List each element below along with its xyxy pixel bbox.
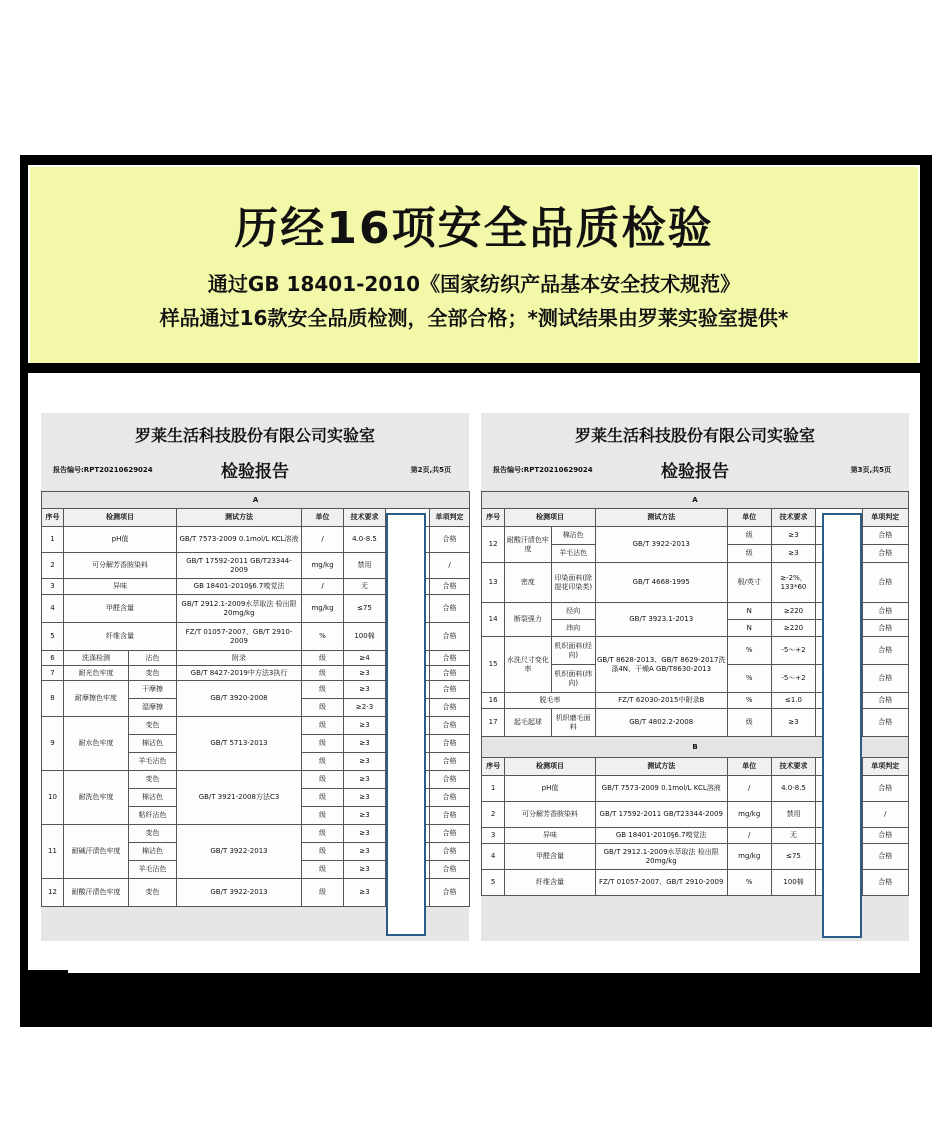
cell-requirement: ≥3 (344, 843, 386, 861)
cell-subitem: 经向 (551, 603, 595, 620)
cell-method: GB/T 7573-2009 0.1mol/L KCL溶液 (595, 776, 727, 802)
cell-method: GB/T 7573-2009 0.1mol/L KCL溶液 (177, 527, 302, 553)
cell-method: FZ/T 01057-2007、GB/T 2910-2009 (177, 623, 302, 651)
cell-item: 密度 (505, 563, 551, 603)
cell-no: 15 (482, 637, 505, 693)
cell-requirement: 4.0-8.5 (771, 776, 815, 802)
cell-unit: % (302, 623, 344, 651)
cell-unit: % (727, 693, 771, 709)
cell-no: 10 (42, 771, 64, 825)
cell-method: GB 18401-2010§6.7嗅觉法 (595, 828, 727, 844)
col-header-result: 单项判定 (430, 509, 470, 527)
cell-item: 耐酸汗渍色牢度 (64, 879, 129, 907)
cell-requirement: ≥3 (344, 753, 386, 771)
col-header-item: 检测项目 (505, 509, 596, 527)
cell-subitem: 羊毛沾色 (129, 753, 177, 771)
col-header-requirement: 技术要求 (771, 509, 815, 527)
section-label: A (482, 492, 909, 509)
cell-unit: N (727, 603, 771, 620)
redaction-box (386, 513, 426, 936)
banner-title: 历经16项安全品质检验 (234, 203, 714, 254)
cell-method: GB/T 17592-2011 GB/T23344-2009 (177, 553, 302, 579)
cell-item: 异味 (505, 828, 596, 844)
report-header (481, 413, 909, 491)
banner-divider (28, 363, 920, 373)
cell-requirement: ≥3 (344, 825, 386, 843)
cell-result: / (430, 553, 470, 579)
cell-requirement: -5～+2 (771, 637, 815, 665)
cell-no: 8 (42, 681, 64, 717)
cell-result: 合格 (430, 579, 470, 595)
cell-requirement: ≥3 (344, 717, 386, 735)
cell-requirement: ≥3 (771, 709, 815, 737)
cell-method: GB/T 2912.1-2009水萃取法 检出限20mg/kg (177, 595, 302, 623)
redaction-box (822, 513, 862, 938)
cell-requirement: ≥4 (344, 651, 386, 666)
cell-unit: 级 (302, 717, 344, 735)
cell-item: 异味 (64, 579, 177, 595)
lab-name: 罗莱生活科技股份有限公司实验室 (134, 426, 375, 445)
cell-unit: % (727, 665, 771, 693)
cell-unit: 级 (302, 681, 344, 699)
cell-item: 纤维含量 (505, 870, 596, 896)
cell-item: 可分解芳香胺染料 (64, 553, 177, 579)
cell-no: 2 (42, 553, 64, 579)
cell-no: 14 (482, 603, 505, 637)
cell-method: GB/T 8628-2013、GB/T 8629-2017洗涤4N、干燥A GB/T8630-2013 (595, 637, 727, 693)
cell-method: GB/T 3922-2013 (177, 879, 302, 907)
cell-no: 5 (482, 870, 505, 896)
cell-no: 7 (42, 666, 64, 681)
cell-unit: 级 (302, 861, 344, 879)
cell-item: 纤维含量 (64, 623, 177, 651)
cell-requirement: 无 (344, 579, 386, 595)
cell-unit: 级 (302, 771, 344, 789)
cell-unit: / (302, 527, 344, 553)
cell-result: 合格 (862, 545, 909, 563)
cell-requirement: 禁用 (771, 802, 815, 828)
cell-result: 合格 (430, 789, 470, 807)
cell-no: 4 (42, 595, 64, 623)
cell-result: 合格 (430, 807, 470, 825)
cell-requirement: ≥3 (344, 666, 386, 681)
banner-subtitle-2: 样品通过16款安全品质检测，全部合格；*测试结果由罗莱实验室提供* (159, 306, 789, 330)
section-label: B (482, 737, 909, 758)
cell-unit: mg/kg (727, 802, 771, 828)
cell-item: 耐洗色牢度 (64, 771, 129, 825)
cell-item: 断裂强力 (505, 603, 551, 637)
cell-item: 甲醛含量 (64, 595, 177, 623)
cell-no: 3 (482, 828, 505, 844)
cell-requirement: 无 (771, 828, 815, 844)
cell-unit: % (727, 870, 771, 896)
cell-result: 合格 (430, 753, 470, 771)
cell-result: 合格 (862, 709, 909, 737)
cell-unit: 级 (302, 699, 344, 717)
cell-result: 合格 (430, 735, 470, 753)
cell-method: GB/T 3922-2013 (177, 825, 302, 879)
cell-no: 6 (42, 651, 64, 666)
report-number: 报告编号:RPT20210629024 (53, 466, 153, 474)
cell-item: 可分解芳香胺染料 (505, 802, 596, 828)
cell-unit: 级 (302, 735, 344, 753)
cell-subitem: 变色 (129, 666, 177, 681)
cell-subitem: 印染面料(除提花印染类) (551, 563, 595, 603)
cell-requirement: -5～+2 (771, 665, 815, 693)
cell-no: 11 (42, 825, 64, 879)
cell-result: 合格 (862, 603, 909, 620)
cell-unit: 级 (302, 651, 344, 666)
col-header-item: 检测项目 (505, 758, 596, 776)
cell-requirement: ≥3 (344, 735, 386, 753)
cell-subitem: 湿摩擦 (129, 699, 177, 717)
cell-result: 合格 (862, 527, 909, 545)
cell-method: GB/T 4668-1995 (595, 563, 727, 603)
cell-no: 9 (42, 717, 64, 771)
cell-result: 合格 (862, 693, 909, 709)
lab-name: 罗莱生活科技股份有限公司实验室 (574, 426, 815, 445)
cell-requirement: ≥3 (344, 879, 386, 907)
col-header-item: 检测项目 (64, 509, 177, 527)
cell-item: 耐水色牢度 (64, 717, 129, 771)
cell-unit: 级 (302, 825, 344, 843)
cell-no: 13 (482, 563, 505, 603)
cell-result: 合格 (430, 527, 470, 553)
cell-method: GB/T 3921-2008方法C3 (177, 771, 302, 825)
col-header-unit: 单位 (727, 758, 771, 776)
cell-requirement: 禁用 (344, 553, 386, 579)
cell-requirement: 100棉 (344, 623, 386, 651)
cell-requirement: 100棉 (771, 870, 815, 896)
cell-item: 脱毛率 (505, 693, 596, 709)
cell-requirement: ≥3 (344, 771, 386, 789)
col-header-unit: 单位 (302, 509, 344, 527)
cell-unit: / (727, 828, 771, 844)
cell-method: GB/T 8427-2019中方法3执行 (177, 666, 302, 681)
cell-subitem: 机织面料(经向) (551, 637, 595, 665)
cell-requirement: ≥3 (344, 807, 386, 825)
cell-requirement: 4.0-8.5 (344, 527, 386, 553)
cell-item: 耐摩擦色牢度 (64, 681, 129, 717)
col-header-method: 测试方法 (595, 509, 727, 527)
cell-method: FZ/T 01057-2007、GB/T 2910-2009 (595, 870, 727, 896)
cell-subitem: 纬向 (551, 620, 595, 637)
cell-requirement: ≥3 (344, 681, 386, 699)
banner-subtitle-1: 通过GB 18401-2010《国家纺织产品基本安全技术规范》 (207, 272, 741, 296)
cell-unit: / (302, 579, 344, 595)
cell-result: 合格 (430, 699, 470, 717)
cell-method: 附录 (177, 651, 302, 666)
cell-result: 合格 (862, 828, 909, 844)
cell-requirement: ≥2-3 (344, 699, 386, 717)
cell-no: 3 (42, 579, 64, 595)
cell-requirement: ≥220 (771, 620, 815, 637)
cell-unit: 根/英寸 (727, 563, 771, 603)
cell-item: 耐酸汗渍色牢度 (505, 527, 551, 563)
cell-subitem: 干摩擦 (129, 681, 177, 699)
cell-subitem: 变色 (129, 825, 177, 843)
cell-no: 12 (482, 527, 505, 563)
cell-method: GB/T 5713-2013 (177, 717, 302, 771)
col-header-no: 序号 (482, 509, 505, 527)
cell-subitem: 棉沾色 (129, 843, 177, 861)
cell-result: 合格 (430, 623, 470, 651)
cell-subitem: 沾色 (129, 651, 177, 666)
cell-subitem: 羊毛沾色 (129, 861, 177, 879)
cell-unit: / (727, 776, 771, 802)
cell-result: 合格 (862, 563, 909, 603)
col-header-requirement: 技术要求 (771, 758, 815, 776)
report-title: 检验报告 (661, 462, 729, 482)
cell-method: GB/T 3920-2008 (177, 681, 302, 717)
cell-item: 洗涤检测 (64, 651, 129, 666)
cell-no: 1 (482, 776, 505, 802)
cell-subitem: 机织面料(纬向) (551, 665, 595, 693)
cell-subitem: 羊毛沾色 (551, 545, 595, 563)
cell-unit: 级 (727, 709, 771, 737)
cell-result: 合格 (430, 861, 470, 879)
cell-requirement: ≥3 (344, 861, 386, 879)
col-header-result: 单项判定 (862, 758, 909, 776)
report-page-3 (481, 413, 909, 941)
cell-unit: 级 (302, 843, 344, 861)
cell-method: GB/T 4802.2-2008 (595, 709, 727, 737)
page-number: 第3页,共5页 (850, 466, 891, 474)
col-header-requirement: 技术要求 (344, 509, 386, 527)
cell-subitem: 棉沾色 (129, 789, 177, 807)
cell-unit: 级 (727, 545, 771, 563)
cell-no: 12 (42, 879, 64, 907)
cell-result: 合格 (430, 666, 470, 681)
cell-unit: N (727, 620, 771, 637)
col-header-no: 序号 (482, 758, 505, 776)
report-page-2 (41, 413, 469, 941)
cell-unit: mg/kg (302, 553, 344, 579)
cell-subitem: 棉沾色 (129, 735, 177, 753)
cell-no: 4 (482, 844, 505, 870)
cell-requirement: ≤1.0 (771, 693, 815, 709)
cell-unit: 级 (302, 789, 344, 807)
col-header-result: 单项判定 (862, 509, 909, 527)
cell-subitem: 变色 (129, 771, 177, 789)
cell-method: GB 18401-2010§6.7嗅觉法 (177, 579, 302, 595)
cell-no: 1 (42, 527, 64, 553)
cell-subitem: 机织磨毛面料 (551, 709, 595, 737)
report-title: 检验报告 (221, 462, 289, 482)
cell-unit: 级 (727, 527, 771, 545)
cell-item: pH值 (64, 527, 177, 553)
cell-requirement: ≤75 (344, 595, 386, 623)
cell-method: GB/T 2912.1-2009水萃取法 检出限20mg/kg (595, 844, 727, 870)
cell-method: GB/T 3922-2013 (595, 527, 727, 563)
cell-subitem: 变色 (129, 879, 177, 907)
frame-corner-shadow (28, 970, 68, 1022)
cell-item: 起毛起球 (505, 709, 551, 737)
cell-item: pH值 (505, 776, 596, 802)
cell-result: 合格 (430, 843, 470, 861)
cell-requirement: ≥3 (344, 789, 386, 807)
cell-method: GB/T 17592-2011 GB/T23344-2009 (595, 802, 727, 828)
cell-no: 5 (42, 623, 64, 651)
cell-subitem: 棉沾色 (551, 527, 595, 545)
col-header-method: 测试方法 (177, 509, 302, 527)
section-label: A (42, 492, 470, 509)
cell-result: 合格 (430, 681, 470, 699)
cell-result: 合格 (430, 771, 470, 789)
cell-subitem: 变色 (129, 717, 177, 735)
cell-unit: 级 (302, 753, 344, 771)
cell-result: 合格 (862, 665, 909, 693)
col-header-method: 测试方法 (595, 758, 727, 776)
cell-unit: 级 (302, 807, 344, 825)
cell-method: FZ/T 62030-2015中附录B (595, 693, 727, 709)
cell-result: 合格 (430, 651, 470, 666)
cell-item: 水洗尺寸变化率 (505, 637, 551, 693)
cell-unit: mg/kg (302, 595, 344, 623)
cell-result: 合格 (862, 870, 909, 896)
cell-result: 合格 (862, 620, 909, 637)
cell-requirement: ≥220 (771, 603, 815, 620)
report-number: 报告编号:RPT20210629024 (493, 466, 593, 474)
cell-result: 合格 (862, 844, 909, 870)
cell-result: 合格 (430, 825, 470, 843)
cell-result: 合格 (430, 879, 470, 907)
page-number: 第2页,共5页 (410, 466, 451, 474)
cell-unit: mg/kg (727, 844, 771, 870)
cell-no: 16 (482, 693, 505, 709)
cell-item: 耐碱汗渍色牢度 (64, 825, 129, 879)
cell-item: 甲醛含量 (505, 844, 596, 870)
cell-requirement: ≤75 (771, 844, 815, 870)
cell-result: 合格 (430, 595, 470, 623)
cell-requirement: ≥3 (771, 527, 815, 545)
cell-result: 合格 (862, 776, 909, 802)
col-header-no: 序号 (42, 509, 64, 527)
cell-no: 2 (482, 802, 505, 828)
cell-unit: 级 (302, 879, 344, 907)
cell-no: 17 (482, 709, 505, 737)
cell-method: GB/T 3923.1-2013 (595, 603, 727, 637)
cell-result: / (862, 802, 909, 828)
cell-requirement: ≥3 (771, 545, 815, 563)
cell-item: 耐光色牢度 (64, 666, 129, 681)
cell-result: 合格 (862, 637, 909, 665)
col-header-unit: 单位 (727, 509, 771, 527)
report-header (41, 413, 469, 491)
cell-subitem: 粘纤沾色 (129, 807, 177, 825)
cell-unit: 级 (302, 666, 344, 681)
cell-result: 合格 (430, 717, 470, 735)
cell-requirement: ≥-2%，133*60 (771, 563, 815, 603)
cell-unit: % (727, 637, 771, 665)
